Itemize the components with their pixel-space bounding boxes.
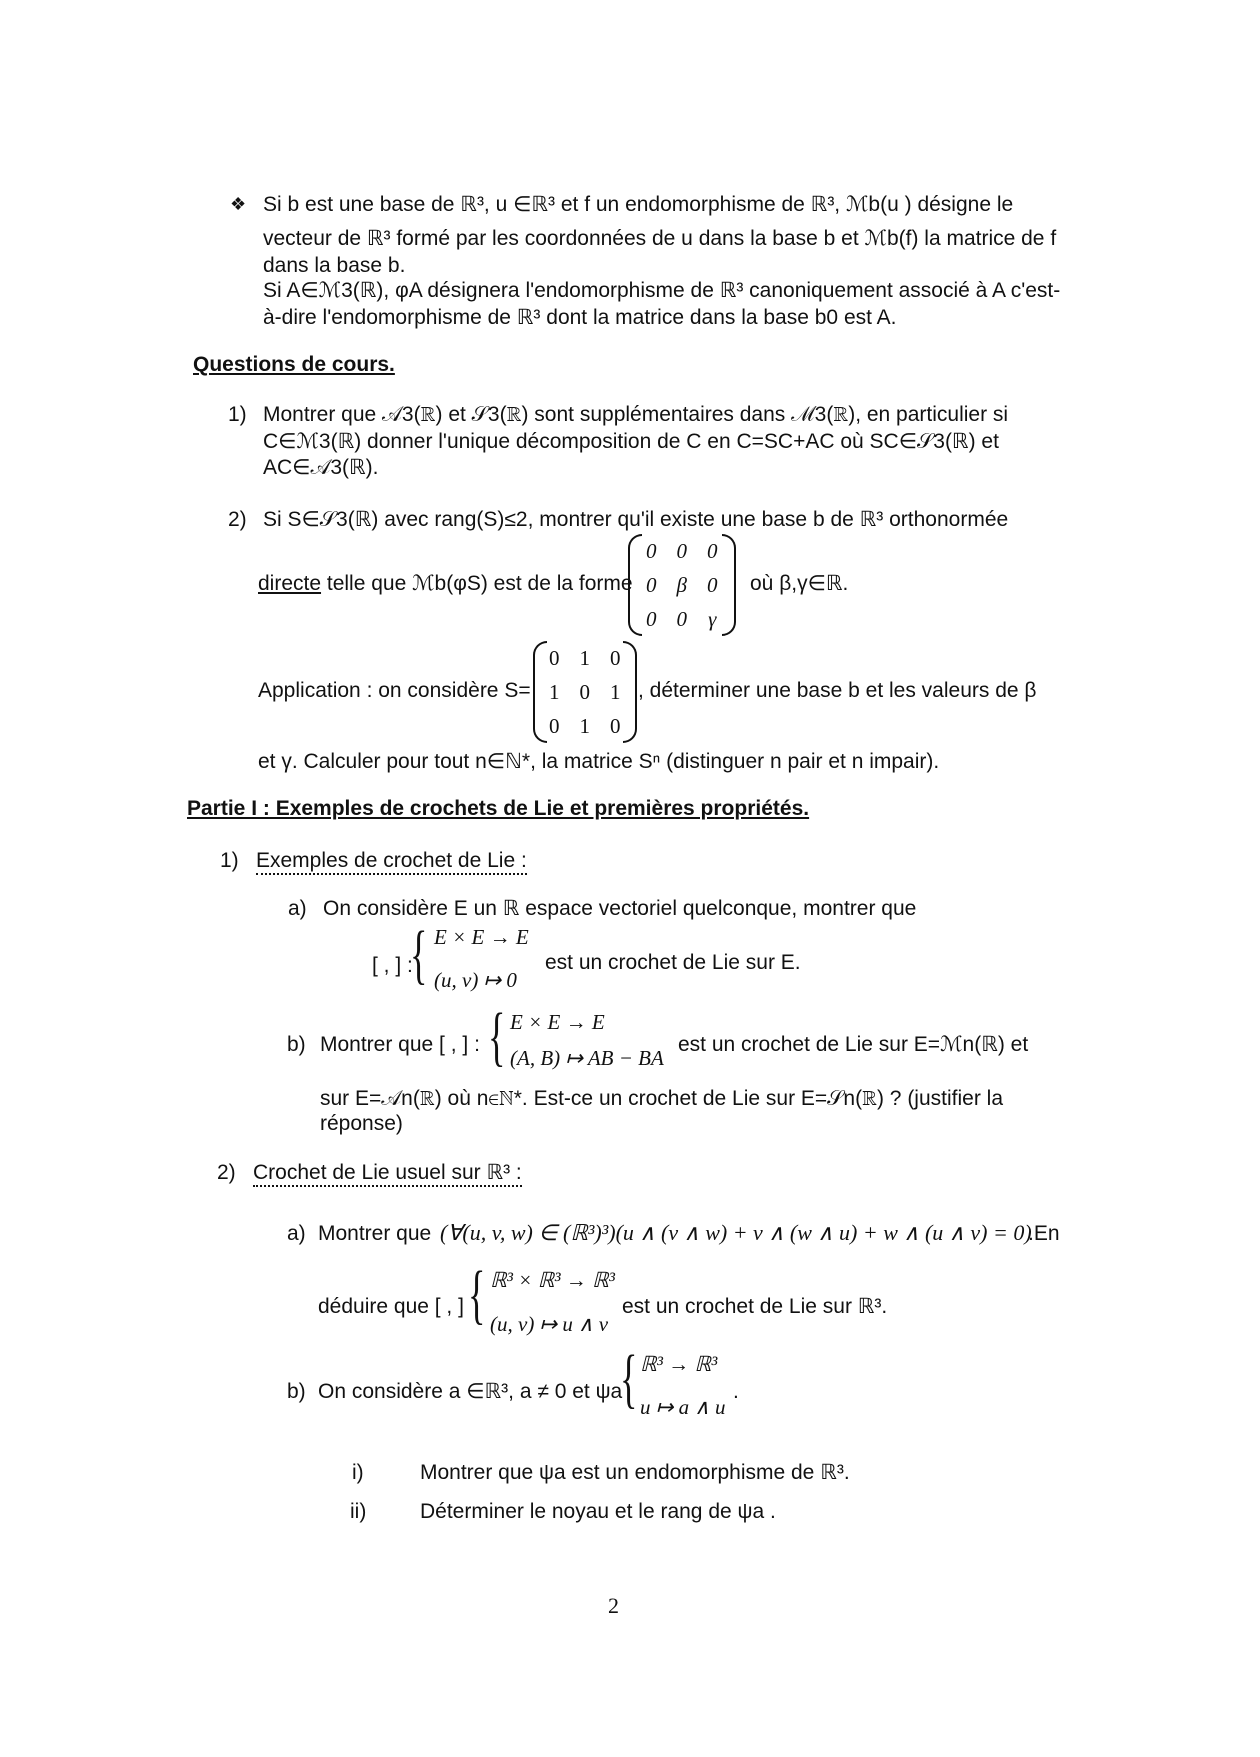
d-pre: On considère a ∈ℝ³, a ≠ 0 et ψa (318, 1380, 623, 1403)
matrix-cell: 0 (549, 645, 560, 670)
i-label: i) (352, 1461, 364, 1484)
c-map-line-2: (u, v) ↦ u ∧ v (490, 1312, 609, 1336)
bullet-icon: ❖ (230, 194, 247, 214)
c-tail: .En (1028, 1222, 1060, 1245)
b-pre: Montrer que [ , ] : (320, 1033, 480, 1056)
matrix-cell: γ (708, 606, 717, 631)
application-post: , déterminer une base b et les valeurs de β (638, 679, 1037, 702)
matrix-cell: 0 (676, 606, 687, 631)
c-line-2-tail: est un crochet de Lie sur ℝ³. (622, 1295, 888, 1318)
matrix-left-paren (533, 641, 547, 743)
brace-icon: { (488, 1000, 506, 1073)
s2-number: 2) (217, 1161, 236, 1184)
a-line-1: On considère E un ℝ espace vectoriel quelconque, montrer que (323, 897, 917, 920)
intro-line-1: Si b est une base de ℝ³, u ∈ℝ³ et f un endomorphisme de ℝ³, ℳb(u ) désigne le (263, 193, 1014, 216)
a-map-line-1: E × E → E (434, 925, 529, 949)
b-map-line-2: (A, B) ↦ AB − BA (510, 1046, 664, 1070)
matrix-cell: 0 (646, 538, 657, 563)
q2-line-1: Si S∈𝒮3(ℝ) avec rang(S)≤2, montrer qu'il existe une base b de ℝ³ orthonormée (263, 508, 1009, 531)
c-map-line-1: ℝ³ × ℝ³ → ℝ³ (490, 1268, 615, 1292)
matrix-cell: β (676, 572, 687, 597)
ii-text: Déterminer le noyau et le rang de ψa . (420, 1500, 776, 1523)
matrix-left-paren (628, 534, 642, 636)
matrix-right-paren (623, 641, 637, 743)
matrix-cell: 1 (549, 679, 560, 704)
matrix-cell: 1 (579, 713, 590, 738)
i-text: Montrer que ψa est un endomorphisme de ℝ³. (420, 1461, 850, 1484)
q2-number: 2) (228, 508, 247, 531)
intro-line-3: dans la base b. (263, 254, 406, 277)
a-tail: est un crochet de Lie sur E. (545, 951, 801, 974)
matrix-cell: 0 (579, 679, 590, 704)
s1-title: Exemples de crochet de Lie : (256, 849, 527, 875)
matrix-right-paren (722, 534, 736, 636)
d-label: b) (287, 1380, 306, 1403)
q1-line-2: C∈ℳ3(ℝ) donner l'unique décomposition de C en C=SC+AC où SC∈𝒮3(ℝ) et (263, 430, 999, 453)
d-tail: . (733, 1380, 739, 1403)
matrix-cell: 1 (579, 645, 590, 670)
application-matrix (533, 641, 637, 743)
matrix-cell: 0 (676, 538, 687, 563)
matrix-cell: 0 (610, 713, 621, 738)
ii-label: ii) (350, 1500, 367, 1523)
brace-icon: { (620, 1342, 638, 1415)
matrix-cell: 0 (707, 538, 718, 563)
q2-line-2 (258, 572, 633, 596)
intro-line-5: à-dire l'endomorphisme de ℝ³ dont la matrice dans la base b0 est A. (263, 306, 897, 329)
brace-icon: { (468, 1258, 486, 1331)
q1-line-1: Montrer que 𝒜3(ℝ) et 𝒮3(ℝ) sont supplémentaires dans ℳ3(ℝ), en particulier si (263, 403, 1009, 426)
a-label: a) (288, 897, 307, 920)
section-heading-cours: Questions de cours. (193, 353, 395, 376)
matrix-cell: 0 (549, 713, 560, 738)
matrix-table (636, 534, 728, 636)
section-heading-partie1: Partie I : Exemples de crochets de Lie et premières propriétés. (187, 797, 810, 820)
q2-directe: directe (258, 572, 322, 595)
matrix-cell: 1 (610, 679, 621, 704)
b-tail: est un crochet de Lie sur E=ℳn(ℝ) et (678, 1033, 1029, 1056)
application-line-2: et γ. Calculer pour tout n∈ℕ*, la matrice Sⁿ (distinguer n pair et n impair). (258, 750, 940, 773)
q1-line-3: AC∈𝒜3(ℝ). (263, 456, 379, 479)
c-formula: (∀(u, v, w) ∈ (ℝ³)³)(u ∧ (v ∧ w) + v ∧ (w ∧ u) + w ∧ (u ∧ v) = 0) (440, 1220, 1032, 1245)
matrix-cell: 0 (610, 645, 621, 670)
c-label: a) (287, 1222, 306, 1245)
a-bracket: [ , ] : (372, 954, 413, 977)
application-pre: Application : on considère S= (258, 679, 531, 702)
s1-number: 1) (220, 849, 239, 872)
d-map-line-1: ℝ³ → ℝ³ (640, 1352, 718, 1376)
b-line-2: sur E=𝒜n(ℝ) où n∈ℕ*. Est-ce un crochet de Lie sur E=𝒮n(ℝ) ? (justifier la (320, 1087, 1004, 1110)
matrix-cell: 0 (646, 606, 657, 631)
brace-icon: { (410, 918, 428, 991)
c-pre: Montrer que (318, 1222, 432, 1245)
a-map-line-2: (u, v) ↦ 0 (434, 968, 517, 992)
q2-tail: où β,γ∈ℝ. (750, 572, 849, 595)
matrix-table (539, 641, 631, 743)
intro-line-2: vecteur de ℝ³ formé par les coordonnées de u dans la base b et ℳb(f) la matrice de f (263, 227, 1057, 250)
s2-title: Crochet de Lie usuel sur ℝ³ : (253, 1161, 522, 1187)
q2-matrix (628, 534, 736, 636)
c-line-2-pre: déduire que [ , ] (318, 1295, 464, 1318)
d-map-line-2: u ↦ a ∧ u (640, 1395, 726, 1419)
matrix-cell: 0 (707, 572, 718, 597)
b-line-3: réponse) (320, 1112, 403, 1135)
intro-line-4: Si A∈ℳ3(ℝ), φA désignera l'endomorphisme de ℝ³ canoniquement associé à A c'est- (263, 279, 1061, 302)
b-map-line-1: E × E → E (510, 1010, 605, 1034)
matrix-cell: 0 (646, 572, 657, 597)
b-label: b) (287, 1033, 306, 1056)
q1-number: 1) (228, 403, 247, 426)
page-number: 2 (608, 1593, 619, 1618)
q2-mid: telle que ℳb(φS) est de la forme (321, 572, 633, 595)
